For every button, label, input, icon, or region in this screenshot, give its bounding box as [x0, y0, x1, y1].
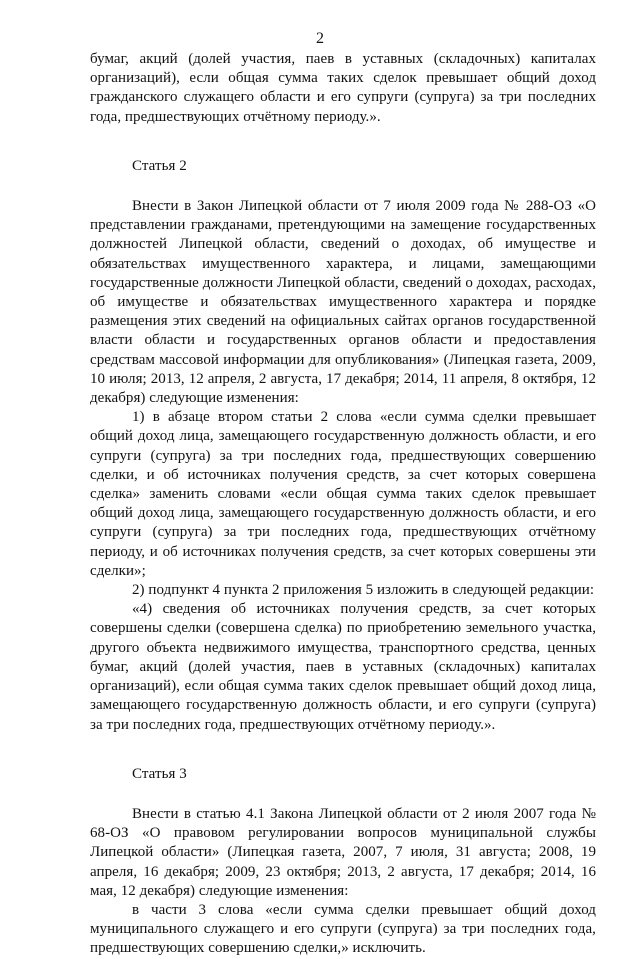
article-3-heading: Статья 3: [132, 765, 187, 782]
spacer: [90, 176, 596, 197]
page-text-block: [90, 50, 596, 959]
spacer: [90, 127, 596, 157]
spacer: [90, 735, 596, 765]
spacer: [90, 784, 596, 805]
page-number: 2: [316, 30, 324, 47]
article-2-item-2-quote: «4) сведения об источниках получения средств, за счет которых совершены сделки (совершена сделка) по приобретению земельного участка, другого объекта недвижимого имущества, транспортного средства, ценных бумаг, акций (долей участия, паев в уставных (складочных) капиталах организаций), если общая сумма таких сделок превышает общий доход лица, замещающего государственную должность области, и его супруги (супруга) за три последних года, предшествующих отчётному периоду.».: [90, 601, 596, 733]
article-2-item-2: 2) подпункт 4 пункта 2 приложения 5 изложить в следующей редакции:: [132, 582, 595, 599]
article-3-change: в части 3 слова «если сумма сделки превышает общий доход муниципального служащего и его супруги (супруга) за три последних года, предшествующих совершению сделки,» исключить.: [90, 901, 596, 957]
article-3-intro: Внести в статью 4.1 Закона Липецкой области от 2 июля 2007 года № 68-ОЗ «О правовом регулировании вопросов муниципальной службы Липецкой области» (Липецкая газета, 2007, 7 июля, 31 августа; 2008, 19 апреля, 16 декабря; 2009, 23 октября; 2013, 2 августа, 17 декабря; 2014, 16 мая, 12 декабря) следующие изменения:: [90, 805, 596, 899]
article-2-item-1: 1) в абзаце втором статьи 2 слова «если сумма сделки превышает общий доход лица, замещающего государственную должность области, и его супруги (супруга) за три последних года, предшествующих совершению сделки, и об источниках получения средств, за счет которых совершена сделка» заменить словами «если общая сумма таких сделок превышает общий доход лица, замещающего государственную должность области, и его супруги (супруга) за три последних года, предшествующих отчётному периоду, и об источниках получения средств, за счет которых совершены эти сделки»;: [90, 409, 596, 579]
continuation-paragraph: бумаг, акций (долей участия, паев в уставных (складочных) капиталах организаций), если общая сумма таких сделок превышает общий доход гражданского служащего области и его супруги (супруга) за три последних года, предшествующих отчётному периоду.».: [90, 51, 596, 125]
article-2-intro: Внести в Закон Липецкой области от 7 июля 2009 года № 288-ОЗ «О представлении гражданами, претендующими на замещение государственных должностей Липецкой области, сведений о доходах, об имуществе и обязательствах имущественного характера, и лицами, замещающими государственные должности Липецкой области, сведений о доходах, расходах, об имуществе и обязательствах имущественного характера и порядке размещения этих сведений на официальных сайтах органов государственной власти области и государственных органов области и предоставления средствам массовой информации для опубликования» (Липецкая газета, 2009, 10 июля; 2013, 12 апреля, 2 августа, 17 декабря; 2014, 11 апреля, 8 октября, 12 декабря) следующие изменения:: [90, 198, 596, 407]
article-2-heading: Статья 2: [132, 157, 187, 174]
